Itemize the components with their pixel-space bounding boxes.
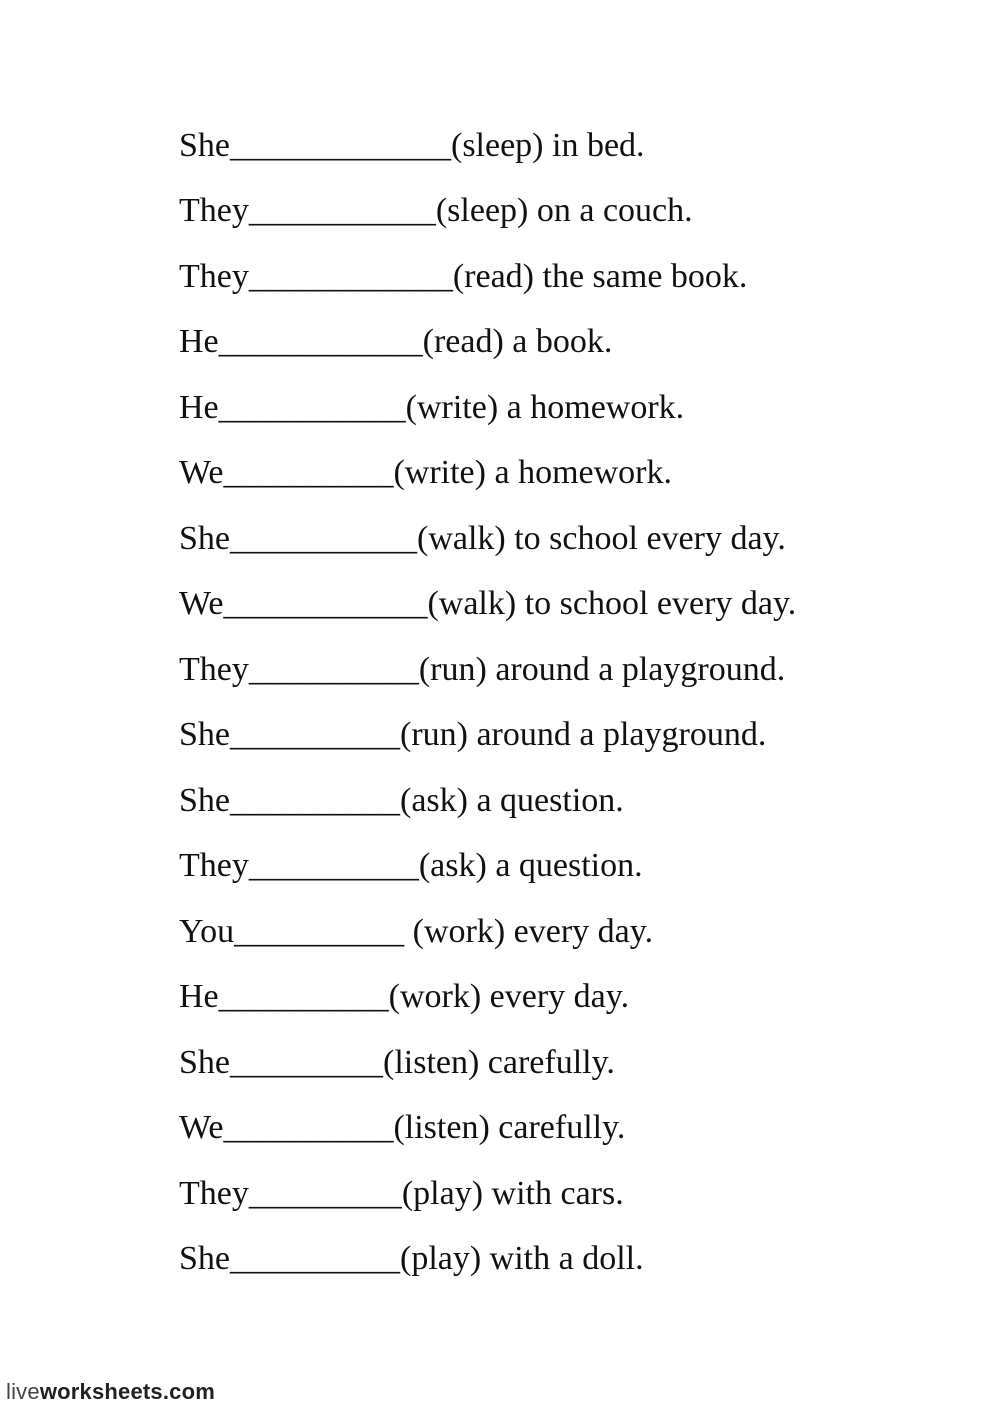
sentence-line-5 (179, 375, 959, 441)
sentence-subject: We (179, 1109, 224, 1147)
logo-suffix: worksheets.com (39, 1379, 216, 1404)
sentence-rest: (run) around a playground. (418, 650, 786, 688)
sentence-line-11 (179, 768, 959, 834)
sentence-subject: They (179, 650, 249, 688)
answer-blank[interactable]: ____________ (248, 257, 453, 295)
sentence-rest: (ask) a question. (400, 781, 624, 819)
sentence-subject: She (179, 716, 230, 754)
sentence-subject: They (179, 1174, 249, 1212)
sentence-line-4 (179, 310, 959, 376)
sentence-rest: (work) every day. (388, 978, 630, 1016)
answer-blank[interactable]: __________ (223, 1109, 394, 1147)
sentence-rest: (work) every day. (404, 912, 654, 950)
sentence-subject: They (179, 257, 249, 295)
sentence-subject: They (179, 847, 249, 885)
sentence-rest: (walk) to school every day. (417, 519, 786, 557)
sentence-line-1 (179, 113, 959, 179)
answer-blank[interactable]: _____________ (230, 126, 451, 164)
sentence-subject: She (179, 519, 230, 557)
sentence-line-3 (179, 244, 959, 310)
answer-blank[interactable]: __________ (230, 716, 400, 754)
logo-prefix: live (6, 1379, 40, 1404)
sentence-rest: (write) a homework. (393, 454, 672, 492)
sentence-subject: He (179, 323, 219, 361)
sentence-subject: He (179, 978, 219, 1016)
answer-blank[interactable]: ___________ (230, 519, 417, 557)
sentence-line-18 (179, 1227, 959, 1293)
sentence-line-10 (179, 703, 959, 769)
sentence-rest: (play) with a doll. (400, 1240, 644, 1278)
answer-blank[interactable]: ____________ (223, 585, 428, 623)
answer-blank[interactable]: ___________ (218, 388, 406, 426)
sentence-subject: They (179, 192, 249, 230)
sentence-subject: She (179, 781, 230, 819)
answer-blank[interactable]: _________ (230, 1043, 383, 1081)
sentence-subject: She (179, 1240, 230, 1278)
answer-blank[interactable]: __________ (248, 650, 419, 688)
sentence-rest: (listen) carefully. (383, 1043, 615, 1081)
sentence-rest: (sleep) on a couch. (435, 192, 693, 230)
answer-blank[interactable]: __________ (223, 454, 394, 492)
sentence-subject: You (179, 912, 235, 950)
sentence-line-2 (179, 179, 959, 245)
sentence-subject: He (179, 388, 219, 426)
sentence-subject: We (179, 454, 224, 492)
sentence-subject: We (179, 585, 224, 623)
answer-blank[interactable]: _________ (248, 1174, 402, 1212)
sentence-rest: (read) the same book. (452, 257, 748, 295)
liveworksheets-logo[interactable] (6, 1379, 215, 1405)
sentence-line-17 (179, 1161, 959, 1227)
sentence-rest: (run) around a playground. (400, 716, 767, 754)
sentence-line-15 (179, 1030, 959, 1096)
worksheet-body (179, 113, 959, 1292)
sentence-line-7 (179, 506, 959, 572)
sentence-rest: (ask) a question. (418, 847, 643, 885)
sentence-line-12 (179, 834, 959, 900)
sentence-rest: (write) a homework. (405, 388, 685, 426)
answer-blank[interactable]: __________ (234, 912, 405, 950)
answer-blank[interactable]: __________ (230, 1240, 400, 1278)
sentence-line-14 (179, 965, 959, 1031)
sentence-line-9 (179, 637, 959, 703)
sentence-line-8 (179, 572, 959, 638)
answer-blank[interactable]: ___________ (248, 192, 436, 230)
sentence-rest: (read) a book. (422, 323, 613, 361)
sentence-rest: (play) with cars. (401, 1174, 624, 1212)
sentence-subject: She (179, 1043, 230, 1081)
sentence-rest: (walk) to school every day. (427, 585, 797, 623)
sentence-line-13 (179, 899, 959, 965)
sentence-rest: (sleep) in bed. (451, 126, 645, 164)
sentence-rest: (listen) carefully. (393, 1109, 626, 1147)
answer-blank[interactable]: __________ (218, 978, 389, 1016)
answer-blank[interactable]: ____________ (218, 323, 423, 361)
answer-blank[interactable]: __________ (230, 781, 400, 819)
sentence-subject: She (179, 126, 230, 164)
answer-blank[interactable]: __________ (248, 847, 419, 885)
sentence-line-6 (179, 441, 959, 507)
sentence-line-16 (179, 1096, 959, 1162)
